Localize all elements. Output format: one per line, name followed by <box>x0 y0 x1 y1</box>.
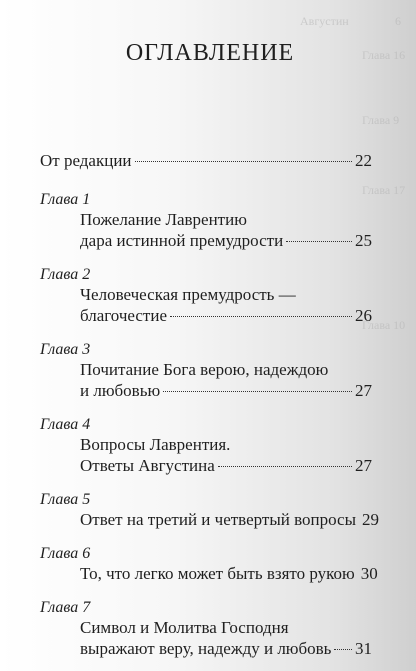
page-title: ОГЛАВЛЕНИЕ <box>125 40 295 66</box>
toc-page-number: 27 <box>355 381 372 400</box>
chapter-title-line: дара истинной премудрости <box>80 231 284 250</box>
toc-entry-label: От редакции <box>40 151 132 170</box>
table-of-contents <box>40 150 380 671</box>
toc-entry-chapter-6[interactable] <box>40 542 378 584</box>
chapter-label: Глава 3 <box>40 341 91 358</box>
chapter-title-line: выражают веру, надежду и любовь <box>80 639 332 658</box>
chapter-title-line: Ответы Августина <box>80 456 215 475</box>
toc-page-number: 29 <box>362 510 380 529</box>
bleed-header-title: Августин <box>300 14 349 28</box>
chapter-label: Глава 2 <box>40 266 91 283</box>
dot-leader <box>334 649 352 650</box>
bleed-header-page: 6 <box>395 14 401 28</box>
toc-page-number: 22 <box>355 151 372 170</box>
chapter-title-line: Человеческая премудрость — <box>80 285 296 304</box>
chapter-title-line: Вопросы Лаврентия. <box>80 435 231 454</box>
chapter-label: Глава 4 <box>40 416 91 433</box>
chapter-label: Глава 5 <box>40 491 91 508</box>
chapter-title-line: Почитание Бога верою, надеждою <box>80 360 329 379</box>
chapter-title-line: То, что легко может быть взято рукою <box>80 564 355 583</box>
bleed-line: Глава 16 <box>362 48 406 62</box>
toc-entry-chapter-5[interactable] <box>40 488 380 530</box>
bleed-line: Глава 17 <box>362 183 406 197</box>
chapter-title-line: Пожелание Лаврентию <box>80 210 247 229</box>
chapter-title-line: Ответ на третий и четвертый вопросы <box>80 510 357 529</box>
toc-entry-chapter-7[interactable] <box>40 596 372 659</box>
chapter-title-line: благочестие <box>80 306 168 325</box>
bleed-line: Глава 10 <box>362 318 406 332</box>
toc-page-number: 27 <box>355 456 372 475</box>
toc-page-number: 31 <box>355 639 372 658</box>
toc-entry-chapter-4[interactable] <box>40 413 372 476</box>
chapter-title-line: и любовью <box>80 381 161 400</box>
toc-entry-chapter-2[interactable] <box>40 263 372 326</box>
toc-entry-chapter-3[interactable] <box>40 338 372 401</box>
bleed-line: Глава 9 <box>362 113 400 127</box>
toc-page-number: 25 <box>355 231 372 250</box>
toc-entry-chapter-1[interactable] <box>40 188 372 251</box>
dot-leader <box>286 241 352 242</box>
dot-leader <box>218 466 352 467</box>
chapter-label: Глава 7 <box>40 599 91 616</box>
chapter-label: Глава 1 <box>40 191 91 208</box>
toc-page-number: 26 <box>355 306 372 325</box>
toc-page-number: 30 <box>360 564 378 583</box>
dot-leader <box>135 161 352 162</box>
dot-leader <box>170 316 352 317</box>
dot-leader <box>163 391 352 392</box>
chapter-label: Глава 6 <box>40 545 91 562</box>
toc-entry-editorial[interactable] <box>40 150 372 171</box>
chapter-title-line: Символ и Молитва Господня <box>80 618 289 637</box>
